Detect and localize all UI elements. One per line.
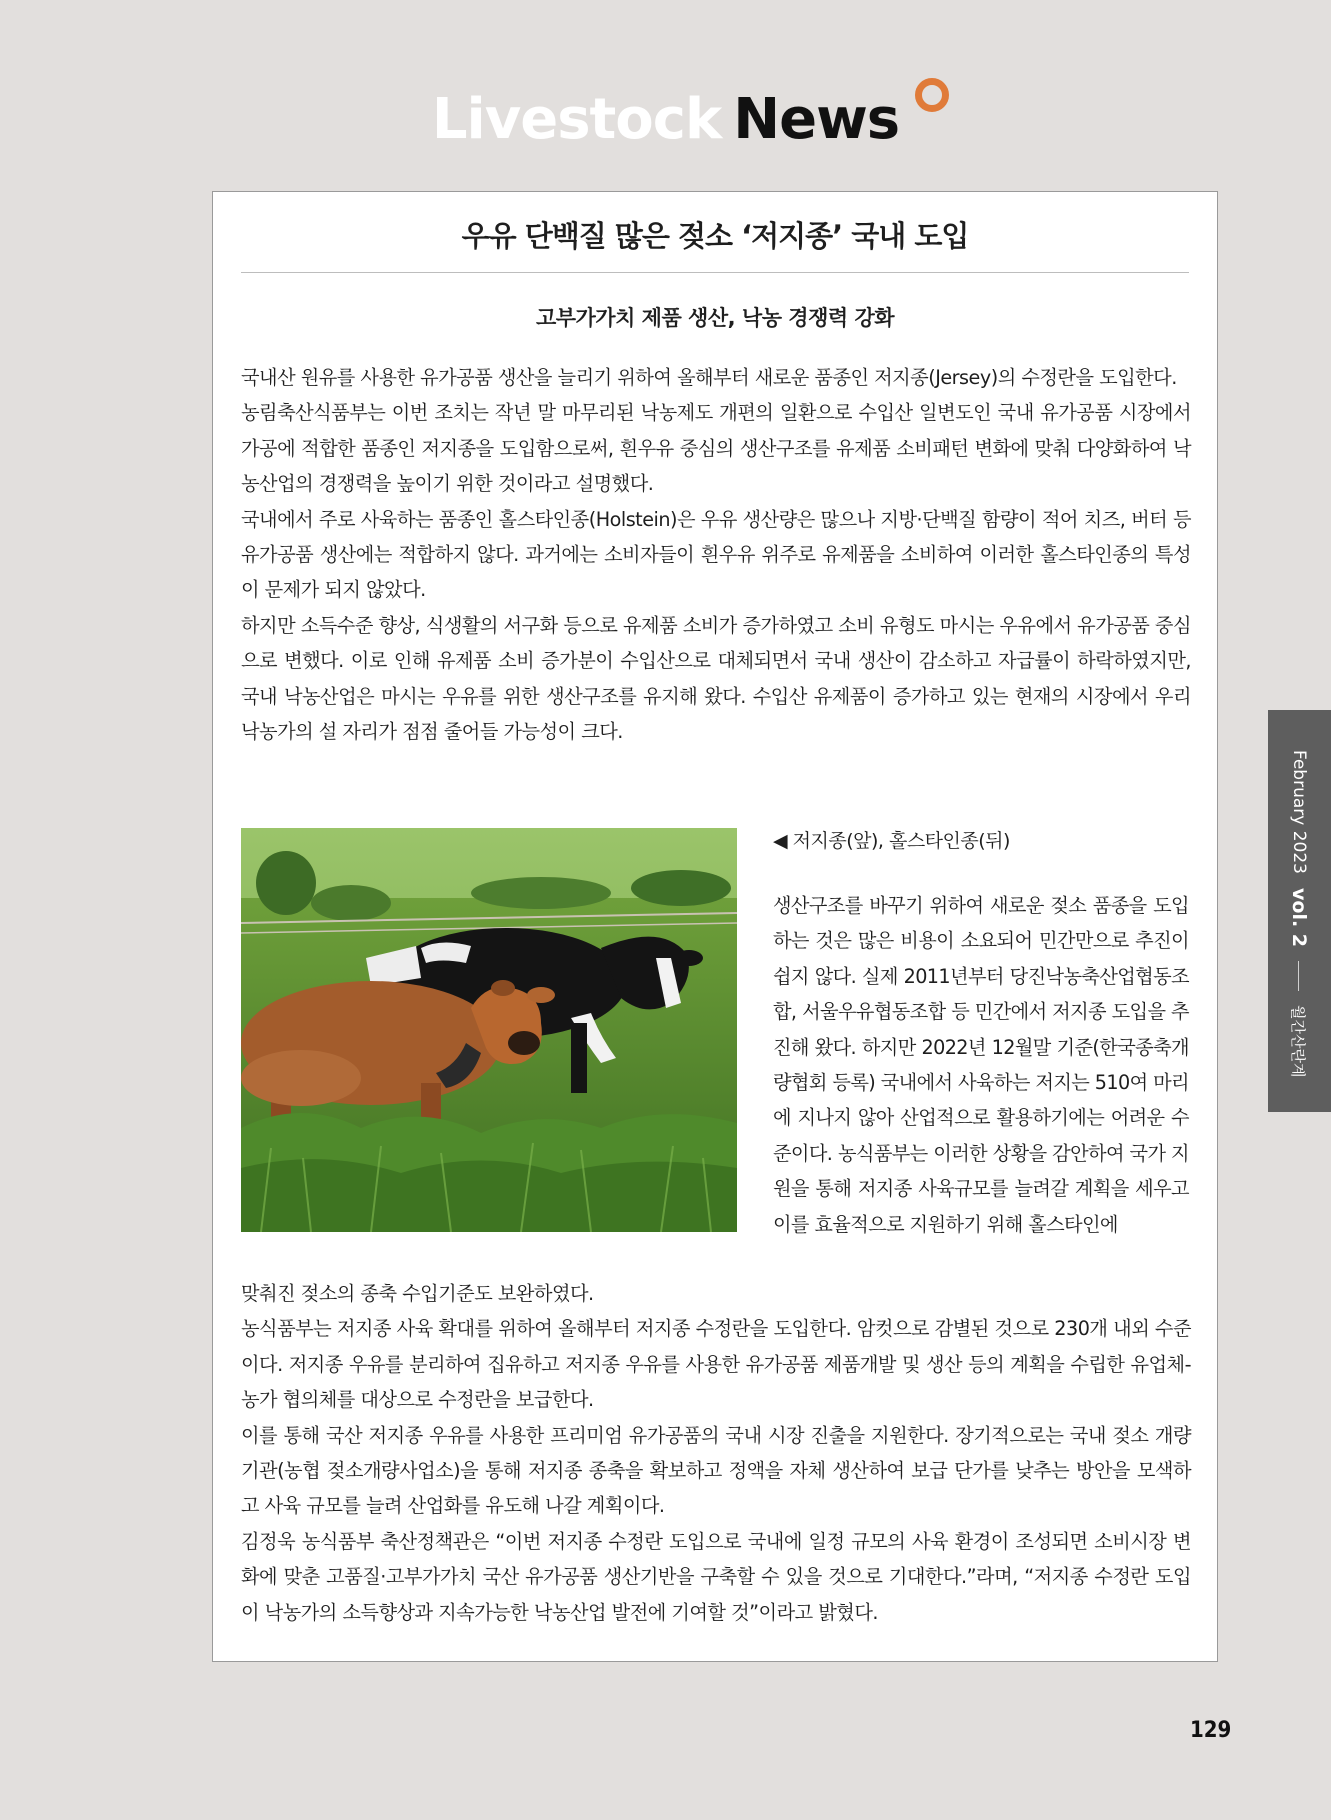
masthead-word-news: News [733, 87, 900, 152]
article-side-column: 생산구조를 바꾸기 위하여 새로운 젖소 품종을 도입하는 것은 많은 비용이 소요되어 민간만으로 추진이 쉽지 않다. 실제 2011년부터 당진낙농축산업협동조합, 서울우유협동조합 등 민간에서 저지종 도입을 추진해 왔다. 하지만 2022년 12월말 기준(한국종축개량협회 등록) 국내에서 사육하는 저지는 510여 마리에 지나지 않아 산업적으로 활용하기에는 어려운 수준이다. 농식품부는 이러한 상황을 감안하여 국가 지원을 통해 저지종 사육규모를 늘려갈 계획을 세우고 이를 효율적으로 지원하기 위해 홀스타인에 [773, 894, 1189, 1236]
article-headline: 우유 단백질 많은 젖소 ‘저지종’ 국내 도입 [461, 219, 969, 253]
page-number: 129 [1190, 1718, 1232, 1743]
cow-photo-illustration [241, 828, 737, 1232]
article-body-bottom: 맞춰진 젖소의 종축 수입기준도 보완하였다. 농식품부는 저지종 사육 확대를 위하여 올해부터 저지종 수정란을 도입한다. 암컷으로 감별된 것으로 230개 내외 수준이다. 저지종 우유를 분리하여 집유하고 저지종 우유를 사용한 유가공품 제품개발 및 생산 등의 계획을 수립한 유업체-농가 협의체를 대상으로 수정란을 보급한다. 이를 통해 국산 저지종 우유를 사용한 프리미엄 유가공품의 국내 시장 진출을 지원한다. 장기적으로는 국내 젖소 개량기관(농협 젖소개량사업소)을 통해 저지종 종축을 확보하고 정액을 자체 생산하여 보급 단가를 낮추는 방안을 모색하고 사육 규모를 늘려 산업화를 유도해 나갈 계획이다. 김정욱 농식품부 축산정책관은 “이번 저지종 수정란 도입으로 국내에 일정 규모의 사육 환경이 조성되면 소비시장 변화에 맞춘 고품질·고부가가치 국산 유가공품 생산기반을 구축할 수 있을 것으로 기대한다.”라며, “저지종 수정란 도입이 낙농가의 소득향상과 지속가능한 낙농산업 발전에 기여할 것”이라고 밝혔다. [241, 1282, 1191, 1624]
magazine-masthead [0, 87, 1331, 152]
article-subheadline: 고부가가치 제품 생산, 낙농 경쟁력 강화 [535, 306, 895, 330]
masthead-word-livestock: Livestock [431, 87, 722, 152]
article-body-top: 국내산 원유를 사용한 유가공품 생산을 늘리기 위하여 올해부터 새로운 품종인 저지종(Jersey)의 수정란을 도입한다. 농림축산식품부는 이번 조치는 작년 말 마무리된 낙농제도 개편의 일환으로 수입산 일변도인 국내 유가공품 시장에서 가공에 적합한 품종인 저지종을 도입함으로써, 흰우유 중심의 생산구조를 유제품 소비패턴 변화에 맞춰 다양화하여 낙농산업의 경쟁력을 높이기 위한 것이라고 설명했다. 국내에서 주로 사육하는 품종인 홀스타인종(Holstein)은 우유 생산량은 많으나 지방·단백질 함량이 적어 치즈, 버터 등 유가공품 생산에는 적합하지 않다. 과거에는 소비자들이 흰우유 위주로 유제품을 소비하여 이러한 홀스타인종의 특성이 문제가 되지 않았다. 하지만 소득수준 향상, 식생활의 서구화 등으로 유제품 소비가 증가하였고 소비 유형도 마시는 우유에서 유가공품 중심으로 변했다. 이로 인해 유제품 소비 증가분이 수입산으로 대체되면서 국내 생산이 감소하고 자급률이 하락하였지만, 국내 낙농산업은 마시는 우유를 위한 생산구조를 유지해 왔다. 수입산 유제품이 증가하고 있는 현재의 시장에서 우리 낙농가의 설 자리가 점점 줄어들 가능성이 크다. [241, 366, 1191, 744]
issue-side-tab-text [1288, 750, 1310, 1077]
magazine-name: 월간산란계 [1289, 1005, 1308, 1078]
photo-caption: ◀ 저지종(앞), 홀스타인종(뒤) [773, 830, 1010, 852]
issue-date: February 2023 [1289, 750, 1309, 874]
issue-volume: vol. 2 [1288, 888, 1310, 948]
headline-divider [241, 272, 1189, 273]
cow-photo [241, 828, 737, 1232]
issue-side-tab [1268, 710, 1331, 1112]
article-box [212, 191, 1218, 1662]
side-tab-divider [1299, 961, 1300, 991]
masthead-ring-icon [915, 78, 949, 112]
